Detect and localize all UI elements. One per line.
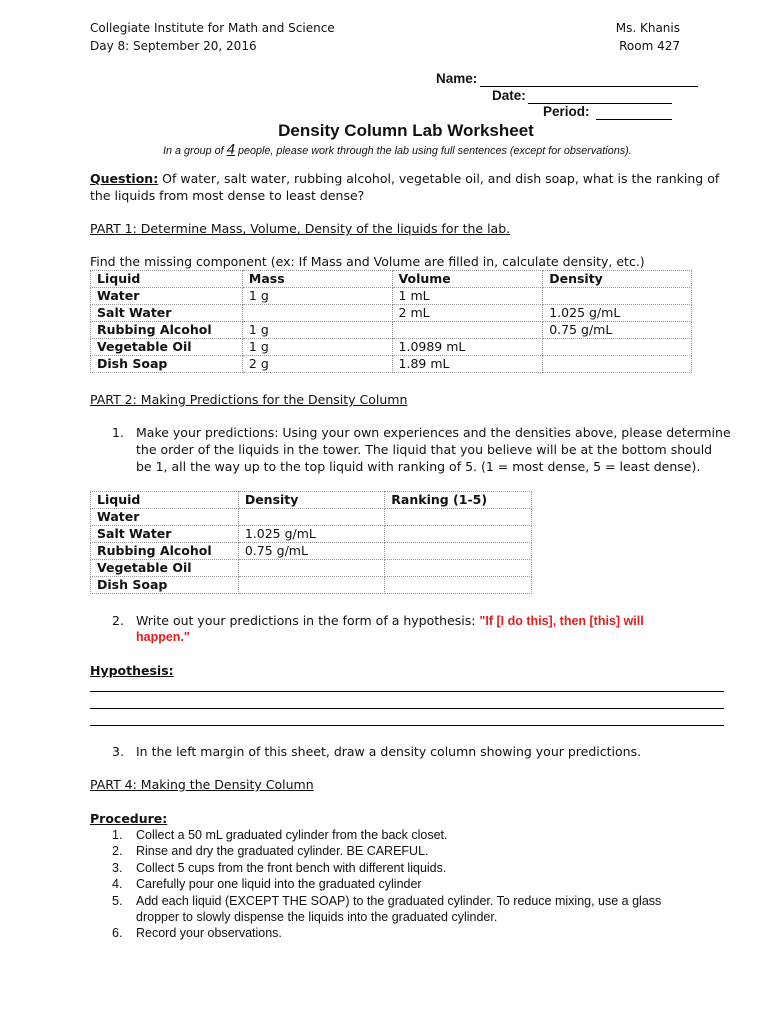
table-cell: Salt Water: [91, 305, 243, 322]
ranking-table: [90, 491, 532, 594]
table-row: [91, 288, 692, 305]
table-cell: Dish Soap: [91, 577, 239, 594]
hypothesis-line-3[interactable]: [90, 725, 724, 726]
list-item: 6. Record your observations.: [112, 926, 282, 941]
list-item: 1. Collect a 50 mL graduated cylinder from the back closet.: [112, 828, 448, 842]
intro-text: In a group of 4 people, please work through the lab using full sentences (except for observations).: [163, 141, 632, 158]
table-row: [91, 577, 532, 594]
group-size: 4: [226, 141, 235, 158]
page-title: Density Column Lab Worksheet: [278, 121, 534, 140]
table-header: Density: [238, 492, 384, 509]
table-cell[interactable]: [385, 509, 532, 526]
list-item: 3. Collect 5 cups from the front bench with different liquids.: [112, 860, 447, 875]
period-label: Period:: [543, 104, 590, 119]
step2-text: Write out your predictions in the form of a hypothesis: "If [I do this], then [this] will: [136, 613, 644, 628]
table-cell: 0.75 g/mL: [543, 322, 692, 339]
table-cell: 2 mL: [392, 305, 543, 322]
procedure-label: Procedure:: [90, 811, 168, 826]
part1-instruction: Find the missing component (ex: If Mass and Volume are filled in, calculate density, etc.): [90, 254, 645, 269]
table-cell: 1 g: [242, 288, 392, 305]
step1-line2: the order of the liquids in the tower. The liquid that you believe will be at the bottom should: [136, 442, 713, 457]
table-row: [91, 356, 692, 373]
table-cell[interactable]: [543, 288, 692, 305]
hypothesis-format: "If [I do this], then [this] will: [479, 614, 644, 628]
table-header: Ranking (1-5): [385, 492, 532, 509]
date-label: Date:: [492, 88, 526, 103]
name-label: Name:: [436, 71, 478, 86]
table-cell: Water: [91, 288, 243, 305]
table-cell: 1.025 g/mL: [543, 305, 692, 322]
list-item: dropper to slowly dispense the liquids into the graduated cylinder.: [136, 910, 498, 925]
table-row: [91, 322, 692, 339]
table-cell: Rubbing Alcohol: [91, 322, 243, 339]
table-header: Liquid: [91, 492, 239, 509]
hypothesis-label: Hypothesis:: [90, 663, 174, 678]
table-row: [91, 509, 532, 526]
table-header: Density: [543, 271, 692, 288]
step1-line3: be 1, all the way up to the top liquid with ranking of 5. (1 = most dense, 5 = least dense).: [136, 459, 701, 474]
table-cell: Vegetable Oil: [91, 560, 239, 577]
day-date: Day 8: September 20, 2016: [90, 39, 257, 53]
step2-number: 2.: [112, 613, 124, 628]
table-cell[interactable]: [238, 577, 384, 594]
table-cell[interactable]: [238, 560, 384, 577]
list-item: 5. Add each liquid (EXCEPT THE SOAP) to the graduated cylinder. To reduce mixing, use a glass: [112, 893, 662, 908]
table-cell: 1.0989 mL: [392, 339, 543, 356]
table-cell: Water: [91, 509, 239, 526]
table-row: [91, 339, 692, 356]
part4-heading: PART 4: Making the Density Column: [90, 777, 314, 792]
room-number: Room 427: [619, 39, 680, 53]
table-row: [91, 543, 532, 560]
period-field[interactable]: [596, 119, 672, 120]
procedure-list: [112, 827, 661, 942]
list-item: 2. Rinse and dry the graduated cylinder. BE CAREFUL.: [112, 844, 429, 859]
table-header-row: [91, 492, 532, 509]
table-header: Volume: [392, 271, 543, 288]
part2-heading: PART 2: Making Predictions for the Density Column: [90, 392, 408, 407]
step3-text: In the left margin of this sheet, draw a density column showing your predictions.: [136, 744, 642, 759]
table-cell: 1.025 g/mL: [238, 526, 384, 543]
table-cell: Salt Water: [91, 526, 239, 543]
table-header: Mass: [242, 271, 392, 288]
school-name: Collegiate Institute for Math and Science: [90, 21, 335, 35]
step1-number: 1.: [112, 425, 124, 440]
table-cell: Dish Soap: [91, 356, 243, 373]
table-cell[interactable]: [385, 577, 532, 594]
table-cell: 1 g: [242, 339, 392, 356]
table-cell: Vegetable Oil: [91, 339, 243, 356]
table-cell[interactable]: [242, 305, 392, 322]
table-cell[interactable]: [385, 560, 532, 577]
table-header: Liquid: [91, 271, 243, 288]
table-row: [91, 305, 692, 322]
table-cell: 1.89 mL: [392, 356, 543, 373]
table-cell[interactable]: [238, 509, 384, 526]
question: Question: Of water, salt water, rubbing alcohol, vegetable oil, and dish soap, what is the ranking of: [90, 171, 720, 186]
step3-number: 3.: [112, 744, 124, 759]
table-cell[interactable]: [543, 339, 692, 356]
table-cell: 0.75 g/mL: [238, 543, 384, 560]
table-row: [91, 560, 532, 577]
table-cell: Rubbing Alcohol: [91, 543, 239, 560]
table-cell[interactable]: [392, 322, 543, 339]
question-cont: the liquids from most dense to least dense?: [90, 188, 365, 203]
table-cell[interactable]: [385, 543, 532, 560]
part1-heading: PART 1: Determine Mass, Volume, Density of the liquids for the lab.: [90, 221, 511, 236]
name-field[interactable]: [480, 86, 698, 87]
list-item: 4. Carefully pour one liquid into the graduated cylinder: [112, 877, 422, 892]
table-row: [91, 526, 532, 543]
hypothesis-format-cont: happen.": [136, 630, 190, 644]
table-header-row: [91, 271, 692, 288]
hypothesis-line-1[interactable]: [90, 691, 724, 692]
table-cell: 1 mL: [392, 288, 543, 305]
teacher-name: Ms. Khanis: [615, 21, 680, 35]
table-cell[interactable]: [385, 526, 532, 543]
table-cell[interactable]: [543, 356, 692, 373]
mass-volume-density-table: [90, 270, 692, 373]
table-cell: 2 g: [242, 356, 392, 373]
hypothesis-line-2[interactable]: [90, 708, 724, 709]
step1-line1: Make your predictions: Using your own experiences and the densities above, please determine: [136, 425, 731, 440]
table-cell: 1 g: [242, 322, 392, 339]
